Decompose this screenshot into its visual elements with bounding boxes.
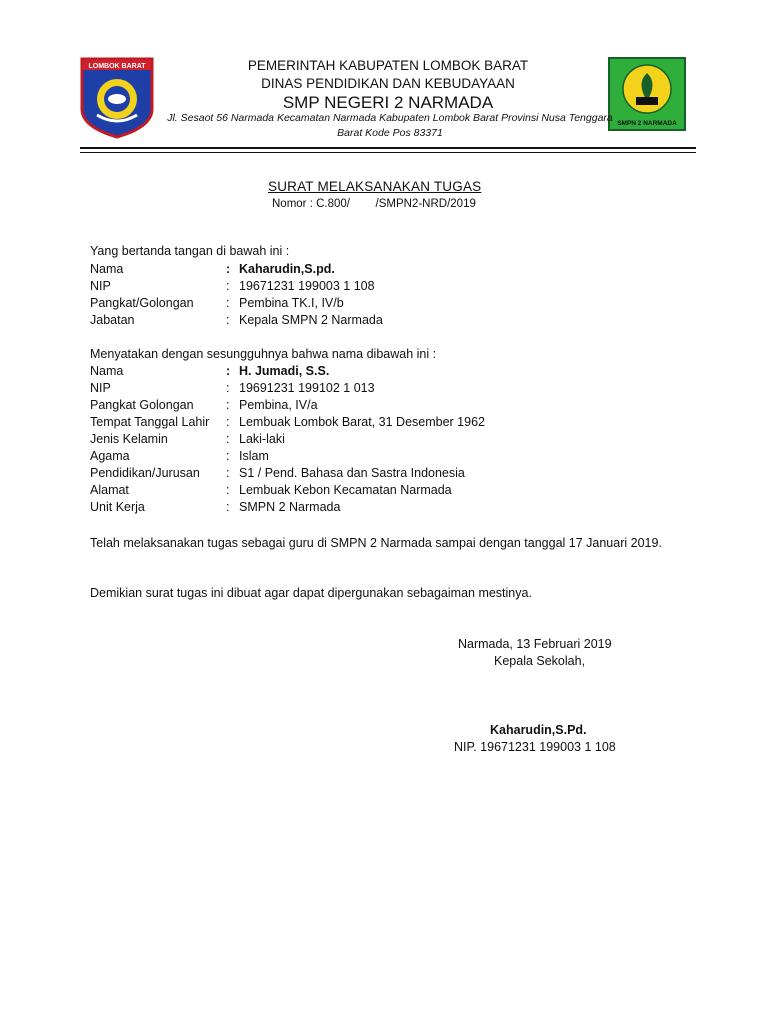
field-value: Lembuak Kebon Kecamatan Narmada — [239, 483, 452, 497]
signer-row-rank — [90, 296, 650, 313]
field-value: 19691231 199102 1 013 — [239, 381, 375, 395]
subject-row-name — [90, 364, 650, 381]
colon: : — [226, 313, 230, 327]
field-label: Nama — [90, 364, 124, 378]
field-value: 19671231 199003 1 108 — [239, 279, 375, 293]
field-value: Pembina TK.I, IV/b — [239, 296, 344, 310]
colon: : — [226, 466, 230, 480]
government-name: PEMERINTAH KABUPATEN LOMBOK BARAT — [247, 58, 529, 73]
svg-text:LOMBOK BARAT: LOMBOK BARAT — [88, 63, 146, 70]
field-label: Unit Kerja — [90, 500, 145, 514]
field-value: Pembina, IV/a — [239, 398, 318, 412]
field-value: Islam — [239, 449, 269, 463]
department-name: DINAS PENDIDIKAN DAN KEBUDAYAAN — [261, 76, 515, 91]
subject-row-birth — [90, 415, 650, 432]
colon: : — [226, 381, 230, 395]
colon: : — [226, 398, 230, 412]
signer-nip: NIP. 19671231 199003 1 108 — [454, 740, 616, 754]
svg-text:SMPN 2 NARMADA: SMPN 2 NARMADA — [617, 120, 677, 127]
colon: : — [226, 279, 230, 293]
subject-row-education — [90, 466, 650, 483]
field-label: Pendidikan/Jurusan — [90, 466, 200, 480]
signer-row-name — [90, 262, 650, 279]
header-divider-thin — [80, 152, 696, 153]
field-label: Nama — [90, 262, 124, 276]
school-name: SMP NEGERI 2 NARMADA — [282, 93, 494, 112]
letter-number: Nomor : C.800/ /SMPN2-NRD/2019 — [272, 198, 476, 210]
lombok-barat-logo — [80, 57, 154, 139]
school-address: Jl. Sesaot 56 Narmada Kecamatan Narmada Kabupaten Lombok Barat Provinsi Nusa Tenggara Barat Kode Pos 83371 — [167, 112, 613, 139]
body-paragraph-closing: Demikian surat tugas ini dibuat agar dapat dipergunakan sebagaiman mestinya. — [90, 586, 532, 600]
colon: : — [226, 262, 231, 276]
place-date: Narmada, 13 Februari 2019 — [458, 637, 612, 651]
field-label: Jabatan — [90, 313, 135, 327]
field-label: Alamat — [90, 483, 129, 497]
signer-row-position — [90, 313, 650, 330]
colon: : — [226, 500, 230, 514]
subject-row-nip — [90, 381, 650, 398]
body-paragraph-duty: Telah melaksanakan tugas sebagai guru di SMPN 2 Narmada sampai dengan tanggal 17 Januari 2019. — [90, 536, 662, 550]
field-value: H. Jumadi, S.S. — [239, 364, 330, 378]
header-divider-thick — [80, 147, 696, 149]
field-value: Laki-laki — [239, 432, 285, 446]
field-label: NIP — [90, 381, 111, 395]
field-value: Kepala SMPN 2 Narmada — [239, 313, 383, 327]
field-value: S1 / Pend. Bahasa dan Sastra Indonesia — [239, 466, 465, 480]
intro-text: Yang bertanda tangan di bawah ini : — [90, 244, 290, 258]
subject-row-address — [90, 483, 650, 500]
letter-title: SURAT MELAKSANAKAN TUGAS — [268, 179, 482, 194]
field-label: Jenis Kelamin — [90, 432, 168, 446]
subject-row-unit — [90, 500, 650, 517]
colon: : — [226, 449, 230, 463]
field-value: SMPN 2 Narmada — [239, 500, 341, 514]
field-label: Agama — [90, 449, 130, 463]
field-label: Tempat Tanggal Lahir — [90, 415, 210, 429]
field-value: Lembuak Lombok Barat, 31 Desember 1962 — [239, 415, 485, 429]
colon: : — [226, 432, 230, 446]
field-label: Pangkat Golongan — [90, 398, 194, 412]
signer-position: Kepala Sekolah, — [494, 654, 586, 668]
field-label: NIP — [90, 279, 111, 293]
colon: : — [226, 296, 230, 310]
field-value: Kaharudin,S.pd. — [239, 262, 335, 276]
signer-row-nip — [90, 279, 650, 296]
colon: : — [226, 483, 230, 497]
subject-row-gender — [90, 432, 650, 449]
signer-name: Kaharudin,S.Pd. — [490, 723, 587, 737]
colon: : — [226, 415, 230, 429]
subject-row-religion — [90, 449, 650, 466]
subject-row-rank — [90, 398, 650, 415]
statement-text: Menyatakan dengan sesungguhnya bahwa nama dibawah ini : — [90, 347, 437, 361]
colon: : — [226, 364, 231, 378]
field-label: Pangkat/Golongan — [90, 296, 194, 310]
